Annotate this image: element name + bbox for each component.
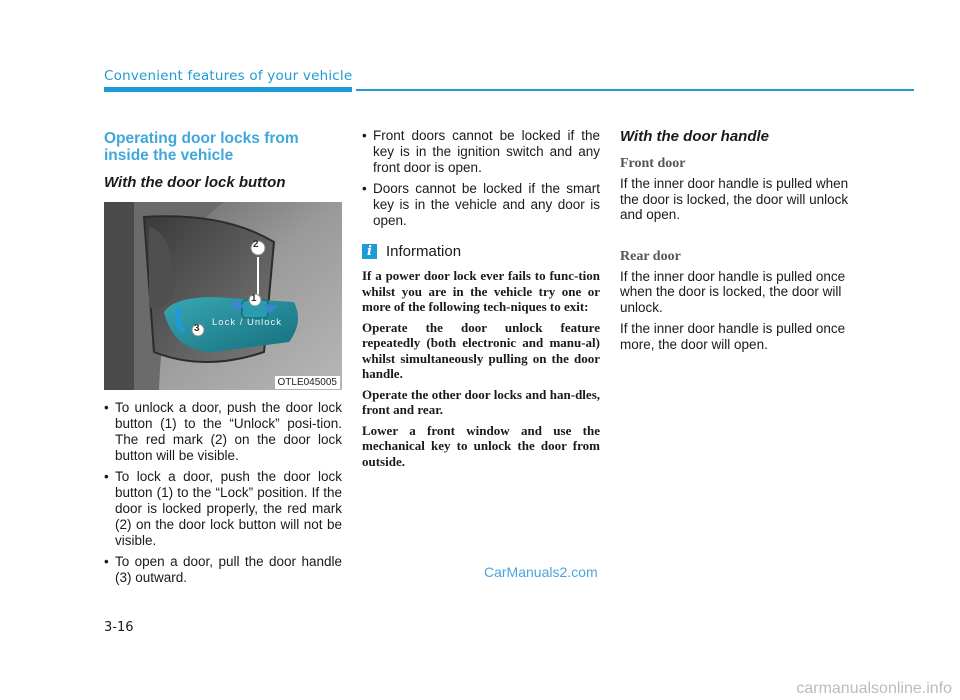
left-column: [104, 128, 342, 591]
lock-conditions-list: [362, 128, 600, 229]
information-header: [362, 243, 600, 260]
callout-1: 1: [251, 293, 257, 304]
callout-3: 3: [194, 323, 200, 334]
lock-unlock-label: Lock / Unlock: [212, 317, 283, 328]
header-bar-thick: [104, 87, 352, 92]
list-item: • To open a door, pull the door handle (3) outward.: [104, 554, 342, 585]
watermark-link[interactable]: CarManuals2.com: [484, 564, 598, 580]
page-number: 3-16: [104, 620, 134, 635]
list-item: • Front doors cannot be locked if the key is in the ignition switch and any front door is open.: [362, 128, 600, 175]
information-title: Information: [386, 243, 462, 260]
list-item: • To unlock a door, push the door lock button (1) to the “Unlock” posi-tion. The red mark (2) on the door lock button will be visible.: [104, 400, 342, 463]
info-paragraph: Operate the other door locks and han-dles, front and rear.: [362, 386, 600, 417]
section-title: Operating door locks from inside the vehicle: [104, 130, 299, 164]
front-door-heading: Front door: [620, 156, 686, 171]
right-column: [620, 128, 858, 358]
door-handle-subtitle: With the door handle: [620, 128, 770, 145]
list-item: • To lock a door, push the door lock button (1) to the “Lock” position. If the door is locked properly, the red mark (2) on the door lock button will not be visible.: [104, 469, 342, 548]
info-paragraph: Operate the door unlock feature repeatedly (both electronic and manu-al) whilst simultaneously pulling on the door handle.: [362, 319, 600, 381]
callout-2: 2: [253, 239, 259, 250]
rear-door-text-2: If the inner door handle is pulled once more, the door will open.: [620, 321, 846, 352]
door-lock-figure: [104, 202, 342, 390]
rear-door-text-1: If the inner door handle is pulled once when the door is locked, the door will unlock.: [620, 268, 846, 315]
rear-door-heading: Rear door: [620, 248, 681, 264]
middle-column: [362, 128, 600, 474]
list-item: • Doors cannot be locked if the smart key is in the vehicle and any door is open.: [362, 181, 600, 228]
door-lock-button-subtitle: With the door lock button: [104, 174, 286, 191]
footer-watermark: carmanualsonline.info: [796, 680, 952, 697]
door-handle-illustration: [104, 202, 342, 390]
front-door-text: If the inner door handle is pulled when the door is locked, the door will unlock and open.: [620, 176, 849, 222]
unlock-instructions: [104, 400, 342, 586]
info-paragraph: If a power door lock ever fails to func-tion whilst you are in the vehicle try one or more of the following tech-niques to exit:: [362, 268, 600, 314]
info-paragraph: Lower a front window and use the mechanical key to unlock the door from outside.: [362, 422, 600, 469]
header-title: Convenient features of your vehicle: [104, 68, 353, 84]
figure-code: OTLE045005: [275, 376, 341, 389]
header-bar-thin: [356, 89, 914, 91]
information-icon: i: [362, 244, 377, 259]
